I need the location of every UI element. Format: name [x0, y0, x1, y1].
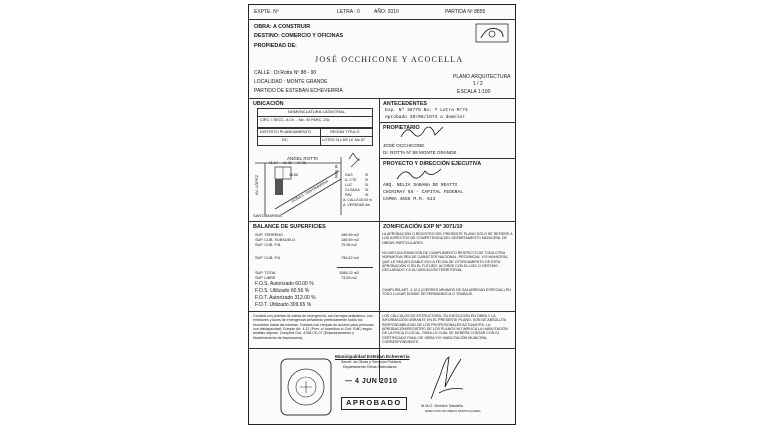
sup-key: SUP. LIBRE: [255, 276, 276, 280]
letra: LETRA : 0: [337, 9, 360, 15]
service-key: PAV.: [345, 193, 353, 197]
dim-2: 11.36: [283, 161, 292, 165]
obra: OBRA: A CONSTRUIR: [254, 24, 311, 30]
service-value: 2.4m: [362, 203, 370, 207]
divider: [249, 98, 515, 99]
service-key: CLOACA: [345, 188, 360, 192]
antecedentes-line2: Aprobado 30/06/1974 a demoler: [385, 115, 465, 120]
dim-3: 97.06: [297, 161, 306, 165]
divider: [379, 158, 515, 159]
partido: PARTIDO DE ESTEBAN ECHEVERRÍA: [254, 88, 343, 94]
service-key: GAS: [345, 173, 353, 177]
nomenclatura-table: [257, 108, 373, 128]
approved-stamp: APROBADO: [341, 397, 407, 410]
municipality-sub2: Departamento Obras Particulares: [343, 365, 397, 369]
emergency-note: Contará con puertas de salida de emergencia, con herrajes antipánico, con extintores y luces de emergencia señalando perfectamente todos los recorridos hasta las mismas. Contará con rampas de acceso para personas con discapacidad. Cumple Art. 4.12 (Prev. c/ incendios s/ Cód. Edif.) según análisis adjunto. Cumplirá Ord. 4758-CE-07 (Estacionamiento y Mantenimiento de Ascensores).: [253, 314, 374, 340]
street-top: ÁNGEL ROTTA: [287, 156, 319, 161]
sup-value: 186.59 m2: [341, 233, 359, 237]
propiedad-label: PROPIEDAD DE:: [254, 43, 297, 49]
sup-value: 73.59 m2: [341, 276, 357, 280]
service-value: SI: [365, 178, 369, 182]
service-value: SI: [365, 173, 369, 177]
street-diag: DOÑA S. SANTAMARINA: [291, 179, 329, 204]
divider: [379, 311, 515, 312]
nomenclatura-row: CIRC. I SECC. A Ch. - Mz. 40 PARC. 23c: [260, 118, 330, 122]
municipality-sub1: Secret. de Obras y Servicios Públicos: [341, 360, 402, 364]
zonificacion-p2: NO IMPLICA EXIMICIÓN DE CUMPLIMIENTO RESPECTO DE TODA OTRA NORMATIVA SEA DE CARÁCTER NACIONAL, PROVINCIAL Y/O MUNICIPAL, QUE LE SEA APLICABLE EN LA FECHA DE OTORGAMIENTO DE ESTA APROBACIÓN O EN EL FUTURO, ACORDE CON EL USO O DESTINO DECLARADO Y A SU UBICACIÓN TERRITORIAL.: [382, 251, 509, 273]
localidad: LOCALIDAD : MONTE GRANDE: [254, 79, 328, 85]
propietario-title: PROPIETARIO: [383, 125, 420, 131]
sheet-number: 1 / 2: [473, 81, 483, 87]
street-left: AV. LÓPEZ: [254, 174, 259, 195]
fos-utilizado: F.O.S. Utilizado 60.56 %: [255, 288, 310, 294]
proyecto-title: PROYECTO Y DIRECCIÓN EJECUTIVA: [383, 161, 482, 167]
service-value: SI: [365, 193, 369, 197]
zonificacion-p1: LA APROBACIÓN O REGISTRO DEL PRESENTE PLANO SÓLO SE REFIERE A LOS ASPECTOS DE COMPETENCIA DEL DEPARTAMENTO MUNICIPAL DE OBRAS PARTICULARES.: [382, 232, 513, 245]
owner-name: JOSÉ OCCHICONE Y ACOCELLA: [315, 55, 464, 64]
service-key: A. CTE.: [345, 178, 358, 182]
side-dim: 16.86: [289, 173, 298, 177]
sup-key: SUP. CUB. SUBSUELO: [255, 238, 296, 242]
antecedentes-title: ANTECEDENTES: [383, 101, 428, 107]
municipality-name: Municipalidad Esteban Echeverría: [335, 354, 410, 359]
sup-value: 186.59 m2: [341, 238, 359, 242]
dim-1: 11.17: [269, 161, 278, 165]
fos-autorizado: F.O.S. Autorizado 60.00 %: [255, 281, 314, 287]
divider: [249, 19, 515, 20]
service-value: SI: [365, 188, 369, 192]
sup-key: SUP. CUB. P.A.: [255, 256, 282, 260]
distrito-value: RC: [282, 137, 288, 142]
ubicacion-title: UBICACIÓN: [253, 101, 284, 107]
north-arrow-icon: [349, 153, 357, 159]
sup-value: 1066.22 m2: [339, 271, 360, 275]
segun-label: SEGÚN TITULO: [330, 129, 360, 134]
service-key: A. VEREDA:: [343, 203, 364, 207]
propietario-address: Dr. ROTTA Nº 88 MONTE GRANDE: [383, 150, 457, 155]
nomenclatura-label: NOMENCLATURA CATASTRAL: [288, 109, 346, 114]
divider: [249, 311, 379, 312]
municipal-logo-icon: [475, 23, 509, 43]
superficies-title: BALANCE DE SUPERFICIES: [253, 224, 326, 230]
expte-label: EXPTE. Nº: [254, 9, 279, 15]
plano-label: PLANO ARQUITECTURA: [453, 74, 511, 80]
service-value: SI: [365, 183, 369, 187]
antecedentes-line1: Exp. Nº 38775 No: T Letra M/74: [385, 108, 468, 113]
architect-signature: [395, 165, 445, 183]
divider: [249, 348, 515, 349]
approval-date: 4 JUN 2010: [355, 378, 398, 385]
titulo-value: LOTES 21c DE LE Mz.57: [322, 138, 366, 142]
service-value: 15.00 m: [359, 198, 372, 202]
fot-utilizado: F.O.T. Utilizado 309.65 %: [255, 302, 312, 308]
service-key: A. CALLE:: [343, 198, 360, 202]
divider: [379, 221, 515, 222]
zonificacion-title: ZONIFICACIÓN EXP Nº 3071/10: [383, 224, 463, 230]
divider: [249, 221, 379, 222]
partida: PARTIDA Nº 8855: [445, 9, 486, 15]
fot-autorizado: F.O.T. Autorizado 312.00 %: [255, 295, 316, 301]
service-key: LUZ: [345, 183, 352, 187]
proyecto-name: ARQ. NELIA SABANA DE REATTI: [383, 183, 458, 188]
sup-key: SUP. TOTAL: [255, 271, 277, 275]
destino: DESTINO: COMERCIO Y OFICINAS: [254, 33, 344, 39]
anio: AÑO: 2010: [374, 9, 399, 15]
director-signature: [427, 353, 467, 403]
zonificacion-p3: CUMPLIRÁ ART. 4.12.3 (CIERRES MÍNIMOS DE SALUBRIDAD ESPECIAL) EN TODO LUGAR DONDE SE PERMANEZCA O TRABAJE.: [382, 288, 511, 297]
street-bottom: SANTAMARINA: [253, 213, 282, 218]
proyecto-address: CHIRIMAY 65 - CAPITAL FEDERAL: [383, 190, 463, 195]
distrito-label: DISTRITO PLANEAMIENTO: [260, 129, 311, 134]
street-right: M. NEW: [334, 165, 338, 179]
proyecto-capba: CAPBA 4655 M.M. 613: [383, 197, 436, 202]
municipal-seal-icon: [279, 357, 333, 417]
owner-signature: [399, 121, 449, 141]
sup-key: SUP. TERRENO: [255, 233, 283, 237]
structure-note: LOS CÁLCULOS DE ESTRUCTURA, SU EJECUCIÓN EN OBRA Y LA INFORMACIÓN OBRANTE EN EL PRESENTE PLANO, SON DE ABSOLUTA RESPONSABILIDAD DE LOS PROFESIONALES ACTUANTES. LA APROBACIÓN/REGISTRO DE LOS PLANOS NO IMPLICA LA HABILITACIÓN DE LA FINCA O LOCAL, PARA LO CUAL SE DEBERÁ CONTAR CON EL CERTIFICADO FINAL DE OBRA Y/O HABILITACIÓN MUNICIPAL CORRESPONDIENTE.: [382, 314, 508, 344]
sup-key: SUP. CUB. P.B.: [255, 243, 282, 247]
director-title: DIRECTOR DE OBRAS PARTICULARES: [425, 409, 481, 413]
column-divider: [379, 98, 380, 382]
calle: CALLE : Dr.Rotta Nº 88 - 90: [254, 70, 317, 76]
plan-sheet: EXPTE. Nº LETRA : 0 AÑO: 2010 PARTIDA Nº 8855 OBRA: A CONSTRUIR DESTINO: COMERCIO Y OFICINAS PROPIEDAD DE: JOSÉ OCCHICONE Y ACOCELLA CALLE : Dr.Rotta Nº 88 - 90 LOCALIDAD : MONTE GRANDE PARTIDO DE ESTEBAN ECHEVERRÍA PLANO ARQUITECTURA 1 / 2 ESCALA 1:100 UBICACIÓN NOMENCLATURA CATASTRAL CIRC. I SECC. A Ch. - Mz. 40 PARC. 23c DISTRITO PLANEAMIENTO SEGÚN TITULO RC LOTES 21c DE LE Mz.57 ÁNGEL ROTTA AV. LÓPEZ DOÑA S. SANTAMARINA SANTAMARINA M. NEW 11.17 11.36 97.06 16.86 GAS SI A. CTE. SI LUZ SI CLOACA SI PAV. SI A. CALLE: 15.00 m A. VEREDA: 2.4m BALANCE DE SUPERFICIES SUP. TERRENO 186.59 m2 SUP. CUB. SUBSUELO 186.59 m2 SUP. CUB. P.B. 75.98 m2 SUP. CUB. P.A. 796.62 m2 SUP. TOTAL 1066.22 m2 SUP. LIBRE 73.59 m2 F.O.S. Autorizado 60.00 % F.O.S. Utilizado 60.56 % F.O.T. Autorizado 312.00 % F.O.T. Utilizado 309.65 % Contará con puertas de salida de emergencia, con herrajes antipánico, con extintores y luces de emergencia señalando perfectamente todos los recorridos hasta las mismas. Contará con rampas de acceso para personas con discapacidad. Cumple Art. 4.12 (Prev. c/ incendios s/ Cód. Edif.) según análisis adjunto. Cumplirá Ord. 4758-CE-07 (Estacionamiento y Mantenimiento de Ascensores). ANTECEDENTES Exp. Nº 38775 No: T Letra M/74 Aprobado 30/06/1974 a demoler PROPIETARIO JOSÉ OCCHICONE Dr. ROTTA Nº 88 MONTE GRANDE PROYECTO Y DIRECCIÓN EJECUTIVA ARQ. NELIA SABANA DE REATTI CHIRIMAY 65 - CAPITAL FEDERAL CAPBA 4655 M.M. 613 ZONIFICACIÓN EXP Nº 3071/10 LA APROBACIÓN O REGISTRO DEL PRESENTE PLANO SÓLO SE REFIERE A LOS ASPECTOS DE COMPETENCIA DEL DEPARTAMENTO MUNICIPAL DE OBRAS PARTICULARES. NO IMPLICA EXIMICIÓN DE CUMPLIMIENTO RESPECTO DE TODA OTRA NORMATIVA SEA DE CARÁCTER NACIONAL, PROVINCIAL Y/O MUNICIPAL, QUE LE SEA APLICABLE EN LA FECHA DE OTORGAMIENTO DE ESTA APROBACIÓN O EN EL FUTURO, ACORDE CON EL USO O DESTINO DECLARADO Y A SU UBICACIÓN TERRITORIAL. CUMPLIRÁ ART. 4.12.3 (CIERRES MÍNIMOS DE SALUBRIDAD ESPECIAL) EN TODO LUGAR DONDE SE PERMANEZCA O TRABAJE. LOS CÁLCULOS DE ESTRUCTURA, SU EJECUCIÓN EN OBRA Y LA INFORMACIÓN OBRANTE EN EL PRESENTE PLANO, SON DE ABSOLUTA RESPONSABILIDAD DE LOS PROFESIONALES ACTUANTES. LA APROBACIÓN/REGISTRO DE LOS PLANOS NO IMPLICA LA HABILITACIÓN DE LA FINCA O LOCAL, PARA LO CUAL SE DEBERÁ CONTAR CON EL CERTIFICADO FINAL DE OBRA Y/O HABILITACIÓN MUNICIPAL CORRESPONDIENTE. Municipalidad Esteban Echeverría Secret. de Obras y Servicios Públicos Departamento Obras Particulares — 4 JUN 2010 APROBADO M.M.O. Director Saldaña DIRECTOR DE OBRAS PARTICULARES: [248, 4, 516, 425]
sup-value: 75.98 m2: [341, 243, 357, 247]
sup-value: 796.62 m2: [341, 256, 359, 260]
distrito-table: [257, 128, 373, 146]
director-name: M.M.O. Director Saldaña: [421, 404, 463, 408]
escala: ESCALA 1:100: [457, 89, 491, 95]
propietario-name: JOSÉ OCCHICONE: [383, 143, 425, 148]
